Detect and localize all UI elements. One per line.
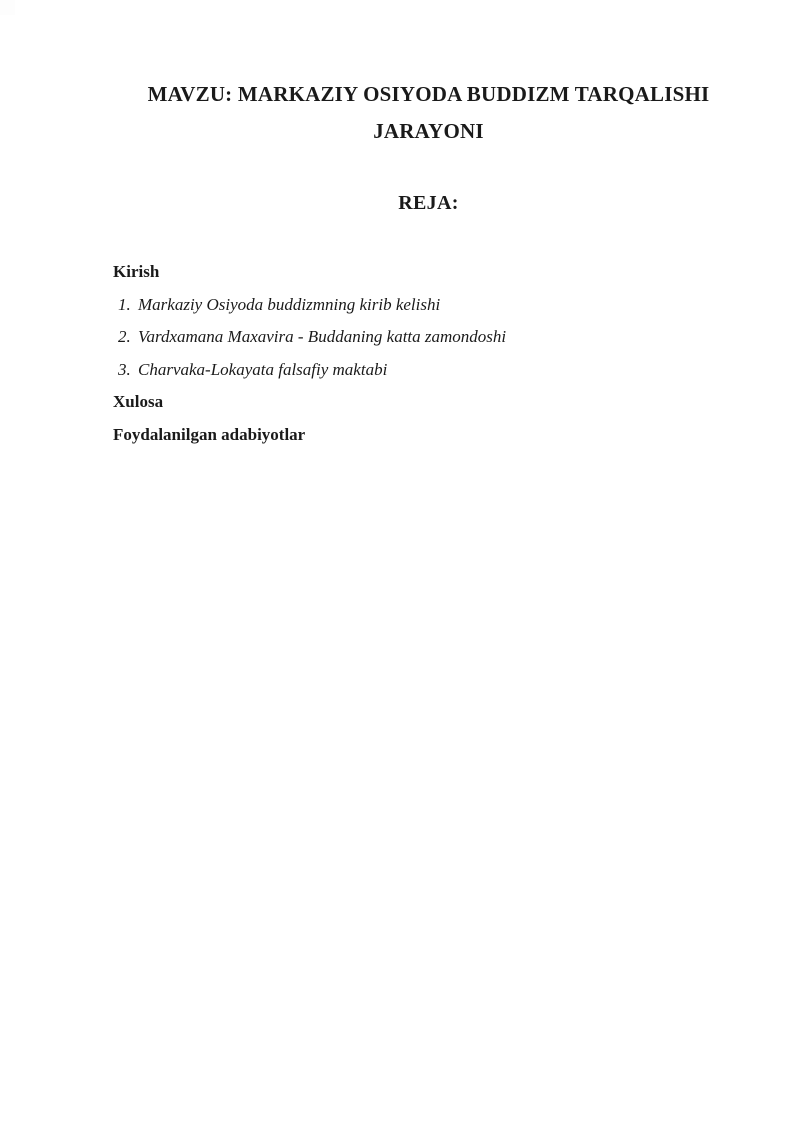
outline-item-2-text: Vardxamana Maxavira - Buddaning katta zamondoshi	[138, 327, 507, 346]
outline-item-1-number: 1.	[118, 294, 131, 314]
outline-item-1-text: Markaziy Osiyoda buddizmning kirib kelishi	[138, 294, 441, 314]
document-title-line-2: JARAYONI	[373, 119, 484, 143]
outline-intro: Kirish	[113, 262, 160, 281]
outline-list	[113, 261, 744, 456]
outline-item-2	[113, 326, 744, 359]
document-title	[113, 76, 744, 150]
document-title-line-1: MAVZU: MARKAZIY OSIYODA BUDDIZM TARQALISHI	[147, 82, 710, 106]
outline-item-1	[113, 294, 744, 327]
outline-item-3-number: 3.	[118, 359, 131, 379]
outline-item-3	[113, 359, 744, 392]
outline-item-2-number: 2.	[118, 327, 131, 346]
outline-item-3-text: Charvaka-Lokayata falsafiy maktabi	[138, 359, 388, 379]
plan-heading: REJA:	[398, 192, 459, 214]
outline-references: Foydalanilgan adabiyotlar	[113, 424, 306, 444]
page-corner-artifact	[0, 0, 15, 15]
outline-conclusion: Xulosa	[113, 392, 164, 411]
